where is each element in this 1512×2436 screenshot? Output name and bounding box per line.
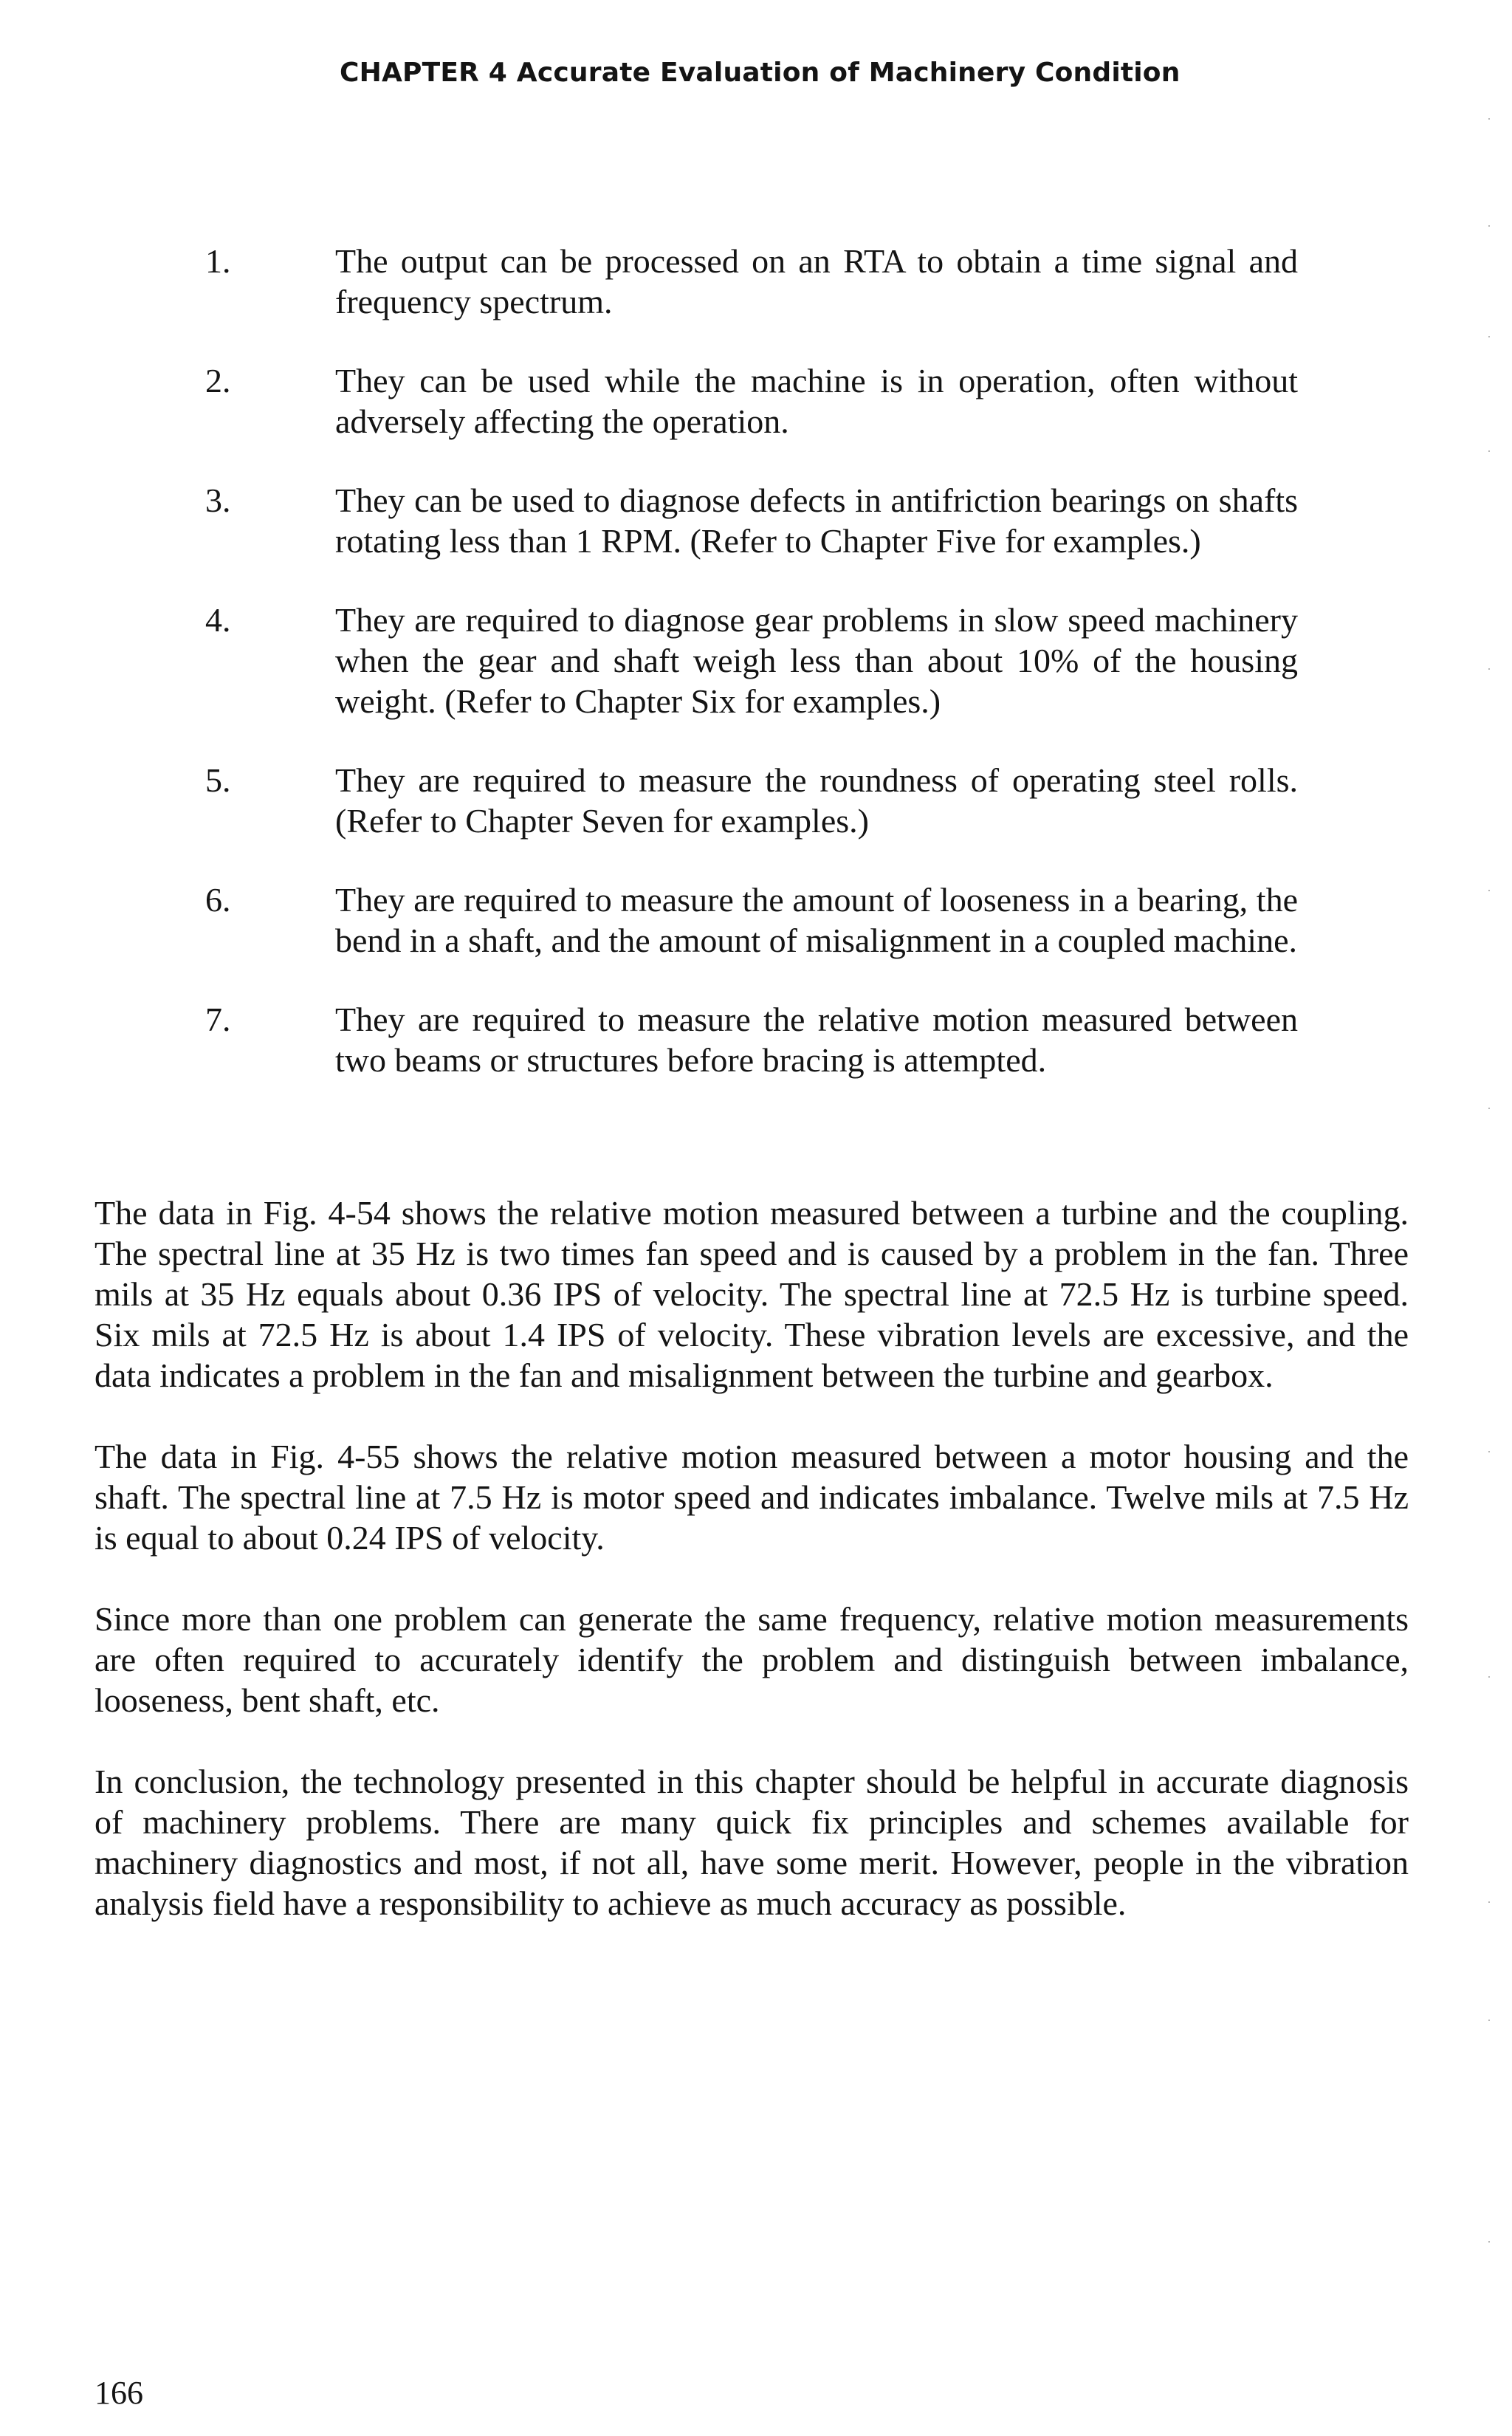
running-head: CHAPTER 4 Accurate Evaluation of Machinery Condition <box>340 58 1181 88</box>
list-item-number: 7. <box>205 1001 231 1038</box>
list-item-number: 6. <box>205 881 231 919</box>
numbered-list <box>205 241 1298 1119</box>
list-item-text: They can be used to diagnose defects in antifriction bearings on shafts rotating less than 1 RPM. (Refer to Chapter Five for examples.) <box>335 481 1298 560</box>
list-item-text: They are required to diagnose gear problems in slow speed machinery when the gear and shaft weigh less than about 10% of the housing weight. (Refer to Chapter Six for examples.) <box>335 601 1298 720</box>
body-paragraph: The data in Fig. 4-54 shows the relative motion measured between a turbine and the coupling. The spectral line at 35 Hz is two times fan speed and is caused by a problem in the fan. Three mils at 35 Hz equals about 0.36 IPS of velocity. The spectral line at 72.5 Hz is turbine speed. Six mils at 72.5 Hz is about 1.4 IPS of velocity. These vibration levels are excessive, and the data indicates a problem in the fan and misalignment between the turbine and gearbox. <box>94 1194 1409 1394</box>
body-text <box>94 1193 1409 1964</box>
list-item <box>205 600 1298 721</box>
list-item <box>205 879 1298 961</box>
body-paragraph: The data in Fig. 4-55 shows the relative motion measured between a motor housing and the shaft. The spectral line at 7.5 Hz is motor speed and indicates imbalance. Twelve mils at 7.5 Hz is equal to about 0.24 IPS of velocity. <box>94 1438 1409 1557</box>
list-item <box>205 760 1298 841</box>
scan-mark <box>1488 336 1490 337</box>
list-item-number: 4. <box>205 601 231 639</box>
list-item-number: 2. <box>205 362 231 399</box>
list-item-text: They can be used while the machine is in operation, often without adversely affecting the operation. <box>335 362 1298 440</box>
scan-mark <box>1488 2020 1490 2021</box>
list-item-number: 5. <box>205 761 231 799</box>
list-item-number: 3. <box>205 481 231 519</box>
list-item-text: They are required to measure the roundness of operating steel rolls. (Refer to Chapter Seven for examples.) <box>335 761 1298 840</box>
scan-mark <box>1488 1676 1490 1678</box>
list-item <box>205 480 1298 561</box>
list-item-text: They are required to measure the amount of looseness in a bearing, the bend in a shaft, and the amount of misalignment in a coupled machine. <box>335 881 1298 959</box>
page-number: 166 <box>94 2375 143 2411</box>
body-paragraph: Since more than one problem can generate the same frequency, relative motion measurements are often required to accurately identify the problem and distinguish between imbalance, looseness, bent shaft, etc. <box>94 1600 1409 1719</box>
list-item-number: 1. <box>205 242 231 280</box>
scan-mark <box>1488 668 1490 670</box>
list-item <box>205 999 1298 1080</box>
body-paragraph: In conclusion, the technology presented in this chapter should be helpful in accurate diagnosis of machinery problems. There are many quick fix principles and schemes available for machinery diagnostics and most, if not all, have some merit. However, people in the vibration analysis field have a responsibility to achieve as much accuracy as possible. <box>94 1763 1409 1922</box>
scan-mark <box>1488 1108 1490 1109</box>
scan-mark <box>1488 890 1490 891</box>
scan-mark <box>1488 118 1490 120</box>
scan-mark <box>1488 225 1490 227</box>
scan-mark <box>1488 450 1490 452</box>
scan-mark <box>1488 2241 1490 2243</box>
list-item-text: They are required to measure the relative motion measured between two beams or structures before bracing is attempted. <box>335 1001 1298 1079</box>
list-item <box>205 360 1298 442</box>
list-item-text: The output can be processed on an RTA to obtain a time signal and frequency spectrum. <box>335 242 1298 320</box>
scan-mark <box>1488 1901 1490 1903</box>
list-item <box>205 241 1298 322</box>
scan-mark <box>1488 1451 1490 1452</box>
